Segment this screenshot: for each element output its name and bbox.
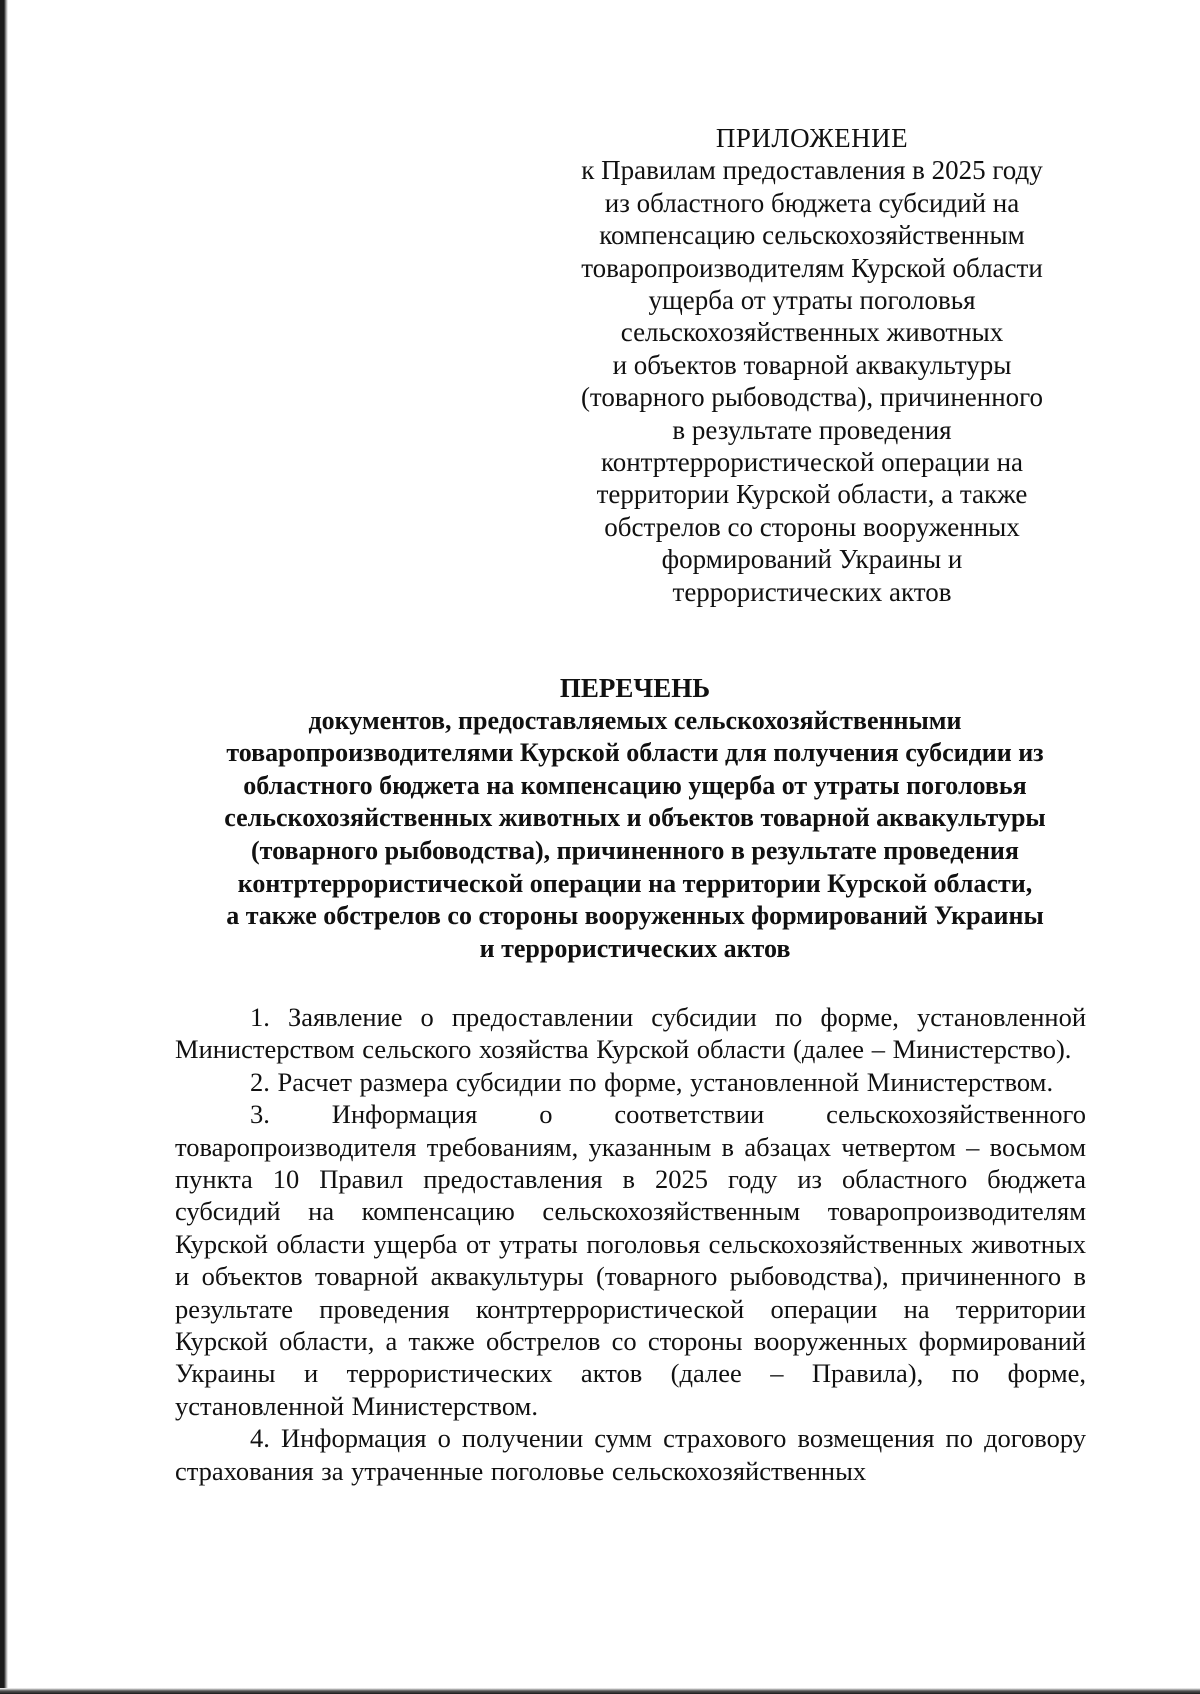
title-line: (товарного рыбоводства), причиненного в результате проведения: [251, 835, 1019, 865]
appendix-line: к Правилам предоставления в 2025 году: [581, 155, 1043, 186]
title-line: а также обстрелов со стороны вооруженных формирований Украины: [226, 901, 1044, 931]
appendix-line: контртеррористической операции на: [600, 447, 1024, 478]
appendix-line: (товарного рыбоводства), причиненного: [580, 382, 1044, 413]
document-items: [175, 1001, 1086, 1487]
appendix-line: из областного бюджета субсидий на: [604, 187, 1020, 218]
appendix-line: и объектов товарной аквакультуры: [612, 349, 1012, 380]
item-4: 4. Информация о получении сумм страхового возмещения по договору страхования за утраченные поголовье сельскохозяйственных: [175, 1423, 1086, 1486]
appendix-line: ущерба от утраты поголовья: [648, 285, 976, 316]
appendix-line: компенсацию сельскохозяйственным: [599, 220, 1025, 251]
appendix-heading: ПРИЛОЖЕНИЕ: [715, 123, 909, 153]
title-line: сельскохозяйственных животных и объектов товарной аквакультуры: [224, 803, 1046, 833]
item-2: 2. Расчет размера субсидии по форме, установленной Министерством.: [250, 1066, 1054, 1097]
title-line: товаропроизводителями Курской области для получения субсидии из: [226, 738, 1044, 768]
item-1: 1. Заявление о предоставлении субсидии по форме, установленной Министерством сельского хозяйства Курской области (далее – Министерство).: [175, 1002, 1086, 1065]
title-line: документов, предоставляемых сельскохозяйственными: [308, 705, 962, 735]
appendix-line: сельскохозяйственных животных: [620, 317, 1004, 348]
document-title: [150, 672, 1120, 965]
appendix-line: товаропроизводителям Курской области: [581, 252, 1043, 283]
appendix-line: террористических актов: [672, 576, 952, 607]
title-line: и террористических актов: [479, 933, 791, 963]
title-line: областного бюджета на компенсацию ущерба от утраты поголовья: [243, 770, 1027, 800]
title-line: контртеррористической операции на территории Курской области,: [237, 868, 1033, 898]
scan-edge-bottom: [0, 1688, 1200, 1694]
appendix-line: обстрелов со стороны вооруженных: [604, 511, 1020, 542]
appendix-block: [562, 122, 1062, 608]
appendix-line: формирований Украины и: [661, 544, 963, 575]
scan-edge-left: [0, 0, 8, 1694]
item-3: 3. Информация о соответствии сельскохозяйственного товаропроизводителя требованиям, указанным в абзацах четвертом – восьмом пункта 10 Правил предоставления в 2025 году из областного бюджета субсидий на компенсацию сельскохозяйственным товаропроизводителям Курской области ущерба от утраты поголовья сельскохозяйственных животных и объектов товарной аквакультуры (товарного рыбоводства), причиненного в результате проведения контртеррористической операции на территории Курской области, а также обстрелов со стороны вооруженных формирований Украины и террористических актов (далее – Правила), по форме, установленной Министерством.: [175, 1099, 1086, 1421]
title-heading: ПЕРЕЧЕНЬ: [559, 673, 711, 703]
appendix-line: в результате проведения: [672, 414, 952, 445]
appendix-line: территории Курской области, а также: [596, 479, 1028, 510]
